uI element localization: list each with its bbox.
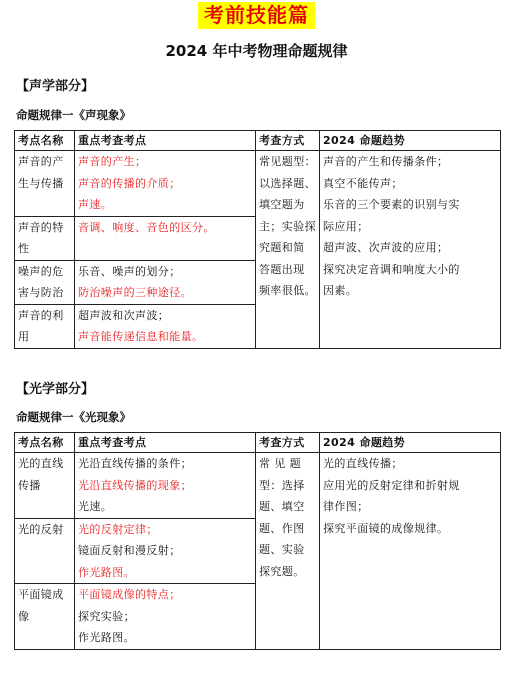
point-line: 乐音、噪声的划分； xyxy=(78,264,181,278)
trend-line: 因素。 xyxy=(323,284,358,297)
table-header-row xyxy=(15,131,501,151)
page-title: 2024 年中考物理命题规律 xyxy=(165,42,348,60)
optics-table xyxy=(14,432,501,650)
trend-line: 探究平面镜的成像规律。 xyxy=(323,521,449,535)
topic-line: 性 xyxy=(18,242,30,255)
point-line: 音调、响度、音色的区分。 xyxy=(78,220,215,234)
trend-line: 应用光的反射定律和折射规 xyxy=(323,478,460,492)
section-acoustics: 【声学部分】 xyxy=(16,79,95,94)
banner-wrap xyxy=(0,2,513,29)
method-line: 题、填空 xyxy=(259,500,305,513)
banner-title: 考前技能篇 xyxy=(198,2,315,29)
points-cell xyxy=(75,453,256,519)
point-line: 作光路图。 xyxy=(78,631,135,644)
header-cell: 重点考查考点 xyxy=(75,131,256,151)
method-line: 答题出现 xyxy=(259,262,305,276)
points-cell xyxy=(75,304,256,348)
method-line: 以选择题、 xyxy=(259,176,316,190)
topic-cell xyxy=(15,216,75,260)
method-line: 究题和简 xyxy=(259,241,305,254)
topic-line: 像 xyxy=(18,609,30,623)
header-cell: 考点名称 xyxy=(15,433,75,453)
method-line: 题、作图 xyxy=(259,521,305,535)
header-cell: 2024 命题趋势 xyxy=(320,433,501,453)
trend-line: 光的直线传播； xyxy=(323,457,403,470)
header-cell: 2024 命题趋势 xyxy=(320,131,501,151)
rule-optics: 命题规律一《光现象》 xyxy=(16,410,131,424)
trend-line: 乐音的三个要素的识别与实 xyxy=(323,198,460,211)
topic-line: 生与传播 xyxy=(18,176,64,190)
trend-line: 声音的产生和传播条件； xyxy=(323,155,449,168)
header-cell: 考查方式 xyxy=(256,131,320,151)
point-line: 防治噪声的三种途径。 xyxy=(78,286,192,299)
point-line: 光沿直线传播的现象； xyxy=(78,478,192,492)
rule-acoustics: 命题规律一《声现象》 xyxy=(16,108,131,122)
point-line: 声音的传播的介质； xyxy=(78,176,181,190)
trend-line: 真空不能传声； xyxy=(323,176,403,190)
point-line: 探究实验； xyxy=(78,609,135,623)
method-line: 型：选择 xyxy=(259,478,305,492)
point-line: 光的反射定律； xyxy=(78,522,158,536)
topic-cell xyxy=(15,260,75,304)
method-cell xyxy=(256,453,320,650)
points-cell xyxy=(75,518,256,584)
point-line: 超声波和次声波； xyxy=(78,308,170,322)
topic-line: 平面镜成 xyxy=(18,588,64,601)
point-line: 声音能传递信息和能量。 xyxy=(78,330,204,343)
header-cell: 考查方式 xyxy=(256,433,320,453)
point-line: 声音的产生； xyxy=(78,155,147,168)
trend-cell xyxy=(320,453,501,650)
topic-line: 声音的产 xyxy=(18,155,64,168)
section-optics: 【光学部分】 xyxy=(16,382,95,397)
table-row xyxy=(15,151,501,217)
method-cell xyxy=(256,151,320,349)
topic-line: 光的直线 xyxy=(18,457,64,470)
points-cell xyxy=(75,151,256,217)
point-line: 平面镜成像的特点； xyxy=(78,588,181,601)
topic-line: 用 xyxy=(18,330,30,343)
topic-line: 噪声的危 xyxy=(18,264,64,278)
points-cell xyxy=(75,584,256,650)
topic-line: 传播 xyxy=(18,478,41,492)
method-line: 题、实验 xyxy=(259,543,305,556)
method-line: 频率很低。 xyxy=(259,284,316,297)
trend-line: 律作图； xyxy=(323,500,369,513)
point-line: 声速。 xyxy=(78,198,113,211)
header-cell: 重点考查考点 xyxy=(75,433,256,453)
point-line: 镜面反射和漫反射； xyxy=(78,544,181,557)
trend-cell xyxy=(320,151,501,349)
topic-cell xyxy=(15,304,75,348)
method-line: 填空题为 xyxy=(259,198,305,211)
method-line: 探究题。 xyxy=(259,564,305,578)
acoustics-table xyxy=(14,130,501,349)
method-line: 主；实验探 xyxy=(259,219,316,233)
method-line: 常 见 题 xyxy=(259,457,301,470)
topic-line: 光的反射 xyxy=(18,522,64,536)
points-cell xyxy=(75,260,256,304)
point-line: 光速。 xyxy=(78,500,113,513)
points-cell xyxy=(75,216,256,260)
point-line: 作光路图。 xyxy=(78,565,135,579)
trend-line: 探究决定音调和响度大小的 xyxy=(323,262,460,276)
trend-line: 际应用； xyxy=(323,219,369,233)
point-line: 光沿直线传播的条件； xyxy=(78,457,192,470)
table-header-row xyxy=(15,433,501,453)
topic-cell xyxy=(15,584,75,650)
topic-cell xyxy=(15,453,75,519)
topic-cell xyxy=(15,151,75,217)
topic-line: 声音的特 xyxy=(18,220,64,234)
topic-line: 声音的利 xyxy=(18,308,64,322)
table-row xyxy=(15,453,501,519)
topic-line: 害与防治 xyxy=(18,286,64,299)
trend-line: 超声波、次声波的应用； xyxy=(323,241,449,254)
header-cell: 考点名称 xyxy=(15,131,75,151)
method-line: 常见题型： xyxy=(259,155,316,168)
topic-cell xyxy=(15,518,75,584)
